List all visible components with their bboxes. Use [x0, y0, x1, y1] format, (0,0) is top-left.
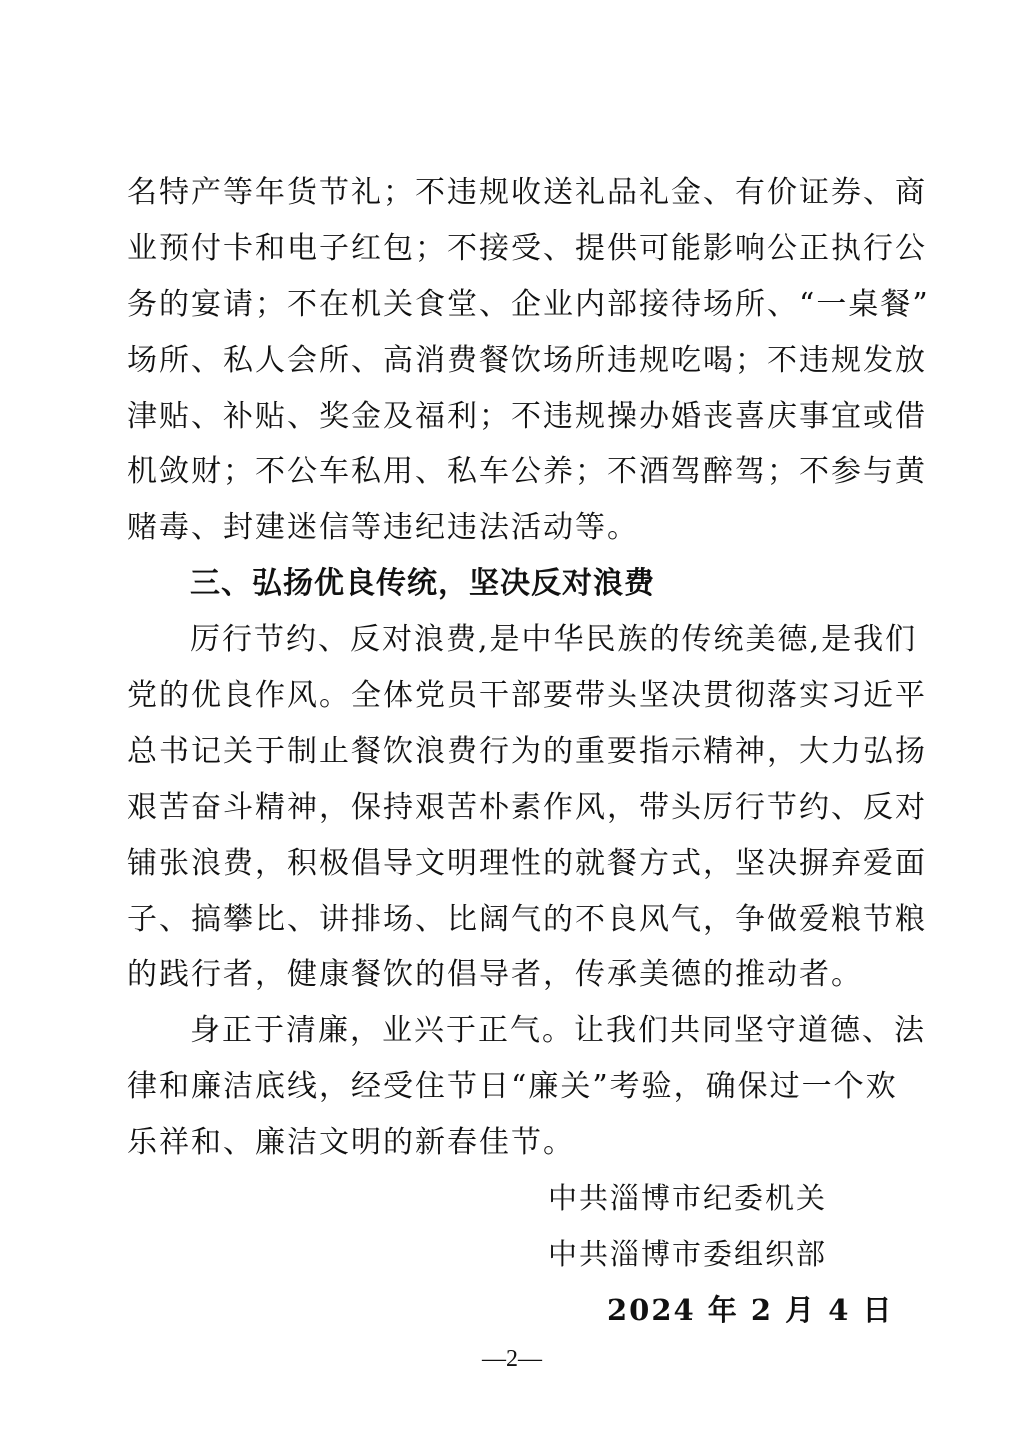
body-line: 机敛财；不公车私用、私车公养；不酒驾醉驾；不参与黄: [127, 454, 927, 489]
body-line: 厉行节约、反对浪费,是中华民族的传统美德,是我们: [190, 622, 918, 657]
body-line: 务的宴请；不在机关食堂、企业内部接待场所、“一桌餐”: [127, 287, 930, 322]
body-line: 业预付卡和电子红包；不接受、提供可能影响公正执行公: [127, 231, 927, 266]
signature-org-2: 中共淄博市委组织部: [548, 1237, 828, 1271]
page-number: —2—: [482, 1346, 542, 1372]
section-heading: 三、弘扬优良传统，坚决反对浪费: [190, 566, 655, 601]
signature-org-1: 中共淄博市纪委机关: [548, 1181, 828, 1215]
body-line: 场所、私人会所、高消费餐饮场所违规吃喝；不违规发放: [127, 343, 927, 378]
body-line: 的践行者，健康餐饮的倡导者，传承美德的推动者。: [127, 957, 863, 992]
body-line: 津贴、补贴、奖金及福利；不违规操办婚丧喜庆事宜或借: [127, 399, 927, 434]
signature-date: 2024 年 2 月 4 日: [607, 1293, 894, 1327]
body-line: 名特产等年货节礼；不违规收送礼品礼金、有价证券、商: [127, 175, 927, 210]
body-line: 铺张浪费，积极倡导文明理性的就餐方式，坚决摒弃爱面: [127, 846, 927, 881]
body-line: 子、搞攀比、讲排场、比阔气的不良风气，争做爱粮节粮: [127, 902, 927, 937]
body-line: 党的优良作风。全体党员干部要带头坚决贯彻落实习近平: [127, 678, 927, 713]
body-line: 总书记关于制止餐饮浪费行为的重要指示精神，大力弘扬: [127, 734, 927, 769]
body-line: 艰苦奋斗精神，保持艰苦朴素作风，带头厉行节约、反对: [127, 790, 927, 825]
body-line: 律和廉洁底线，经受住节日“廉关”考验，确保过一个欢: [127, 1069, 898, 1104]
body-line: 乐祥和、廉洁文明的新春佳节。: [127, 1125, 575, 1160]
body-line: 身正于清廉，业兴于正气。让我们共同坚守道德、法: [190, 1013, 926, 1048]
body-line: 赌毒、封建迷信等违纪违法活动等。: [127, 510, 639, 545]
